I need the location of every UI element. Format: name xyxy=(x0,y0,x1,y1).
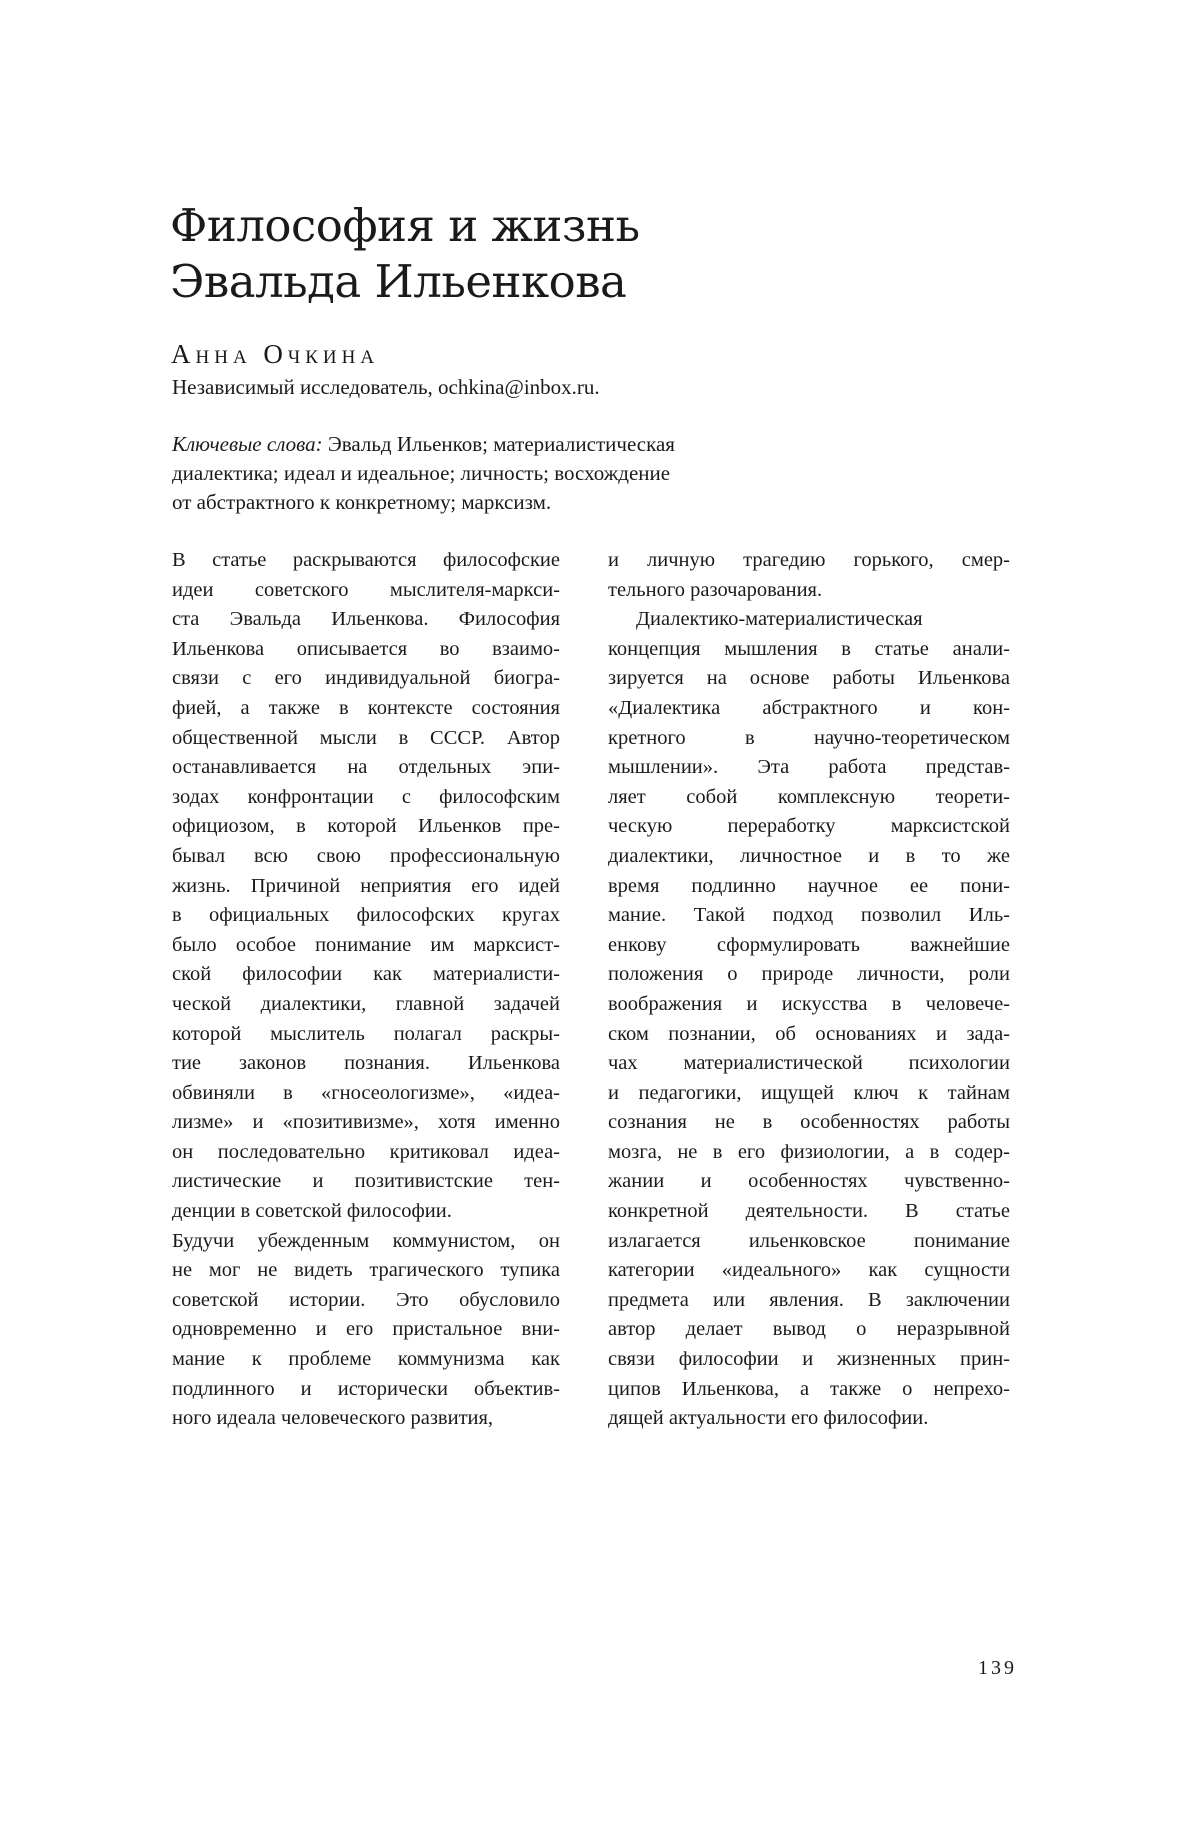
keywords-line: от абстрактного к конкретному; марксизм. xyxy=(172,490,552,514)
abstract-line: останавливается на отдельных эпи- xyxy=(172,756,560,779)
abstract-line: кретного в научно-теоретическом xyxy=(608,726,1010,749)
abstract-line: не мог не видеть трагического тупика xyxy=(172,1259,560,1282)
abstract-line: которой мыслитель полагал раскры- xyxy=(172,1022,560,1045)
abstract-line: мание. Такой подход позволил Иль- xyxy=(608,904,1010,927)
keywords-line: диалектика; идеал и идеальное; личность; восхождение xyxy=(172,461,671,485)
abstract-line: В статье раскрываются философские xyxy=(172,549,560,571)
abstract-line: сознания не в особенностях работы xyxy=(608,1111,1010,1134)
abstract-line: «Диалектика абстрактного и кон- xyxy=(608,696,1010,719)
abstract-line: было особое понимание им марксист- xyxy=(172,933,560,956)
abstract-line: официозом, в которой Ильенков пре- xyxy=(172,815,560,838)
abstract-line: предмета или явления. В заключении xyxy=(608,1288,1010,1311)
abstract-line: зодах конфронтации с философским xyxy=(172,785,560,808)
abstract-line: чах материалистической психологии xyxy=(608,1052,1010,1075)
abstract-right-column xyxy=(608,546,1010,1434)
abstract-line: тие законов познания. Ильенкова xyxy=(172,1052,560,1075)
abstract-line: Будучи убежденным коммунистом, он xyxy=(172,1229,560,1252)
keywords-block xyxy=(172,430,772,517)
abstract-line: ском познании, об основаниях и зада- xyxy=(608,1022,1010,1045)
abstract-line: енкову сформулировать важнейшие xyxy=(608,933,1010,956)
abstract-line: тельного разочарования. xyxy=(608,578,823,601)
abstract-line: идеи советского мыслителя-маркси- xyxy=(172,578,560,601)
abstract-line: излагается ильенковское понимание xyxy=(608,1229,1010,1252)
abstract-line: ципов Ильенкова, а также о непрехо- xyxy=(608,1377,1010,1400)
abstract-line: диалектики, личностное и в то же xyxy=(608,844,1010,867)
article-title-line: Эвальда Ильенкова xyxy=(170,255,627,308)
abstract-line: денции в советской философии. xyxy=(172,1200,452,1223)
abstract-line: ческой диалектики, главной задачей xyxy=(172,992,560,1015)
abstract-line: советской истории. Это обусловило xyxy=(172,1288,560,1311)
abstract-line: фией, а также в контексте состояния xyxy=(172,696,560,719)
abstract-line: бывал всю свою профессиональную xyxy=(172,844,560,867)
page-number: 139 xyxy=(978,1657,1017,1679)
abstract-line: ческую переработку марксистской xyxy=(608,815,1010,838)
abstract-line: мание к проблеме коммунизма как xyxy=(172,1348,560,1371)
keywords-text: Эвальд Ильенков; материалистическая xyxy=(322,432,675,456)
abstract-line: время подлинно научное ее пони- xyxy=(608,874,1010,897)
abstract-line: лизме» и «позитивизме», хотя именно xyxy=(172,1111,560,1134)
abstract-line: жизнь. Причиной неприятия его идей xyxy=(172,874,560,897)
abstract-line: в официальных философских кругах xyxy=(172,904,560,927)
abstract-line: ляет собой комплексную теорети- xyxy=(608,785,1010,808)
abstract-line: подлинного и исторически объектив- xyxy=(172,1377,560,1400)
abstract-line: положения о природе личности, роли xyxy=(608,963,1010,986)
abstract-left-column xyxy=(172,546,560,1434)
abstract-line: автор делает вывод о неразрывной xyxy=(608,1318,1010,1341)
abstract-line: обвиняли в «гносеологизме», «идеа- xyxy=(172,1081,560,1104)
abstract-line: одновременно и его пристальное вни- xyxy=(172,1318,560,1341)
abstract-line: мозга, не в его физиологии, а в содер- xyxy=(608,1140,1010,1163)
abstract-line: ской философии как материалисти- xyxy=(172,963,560,986)
abstract-line: концепция мышления в статье анали- xyxy=(608,637,1010,660)
abstract-line: ного идеала человеческого развития, xyxy=(172,1407,494,1430)
abstract-line: конкретной деятельности. В статье xyxy=(608,1200,1010,1223)
abstract-line: связи философии и жизненных прин- xyxy=(608,1348,1010,1371)
abstract-line: дящей актуальности его философии. xyxy=(608,1407,929,1430)
abstract-line: жании и особенностях чувственно- xyxy=(608,1170,1010,1193)
keywords-line xyxy=(172,430,772,459)
article-title xyxy=(170,198,870,310)
abstract-line: и личную трагедию горького, смер- xyxy=(608,549,1010,571)
abstract-line: ста Эвальда Ильенкова. Философия xyxy=(172,608,560,631)
abstract-line: Ильенкова описывается во взаимо- xyxy=(172,637,560,660)
abstract-line: общественной мысли в СССР. Автор xyxy=(172,726,560,749)
author-name: Анна Очкина xyxy=(171,339,380,369)
abstract-line: зируется на основе работы Ильенкова xyxy=(608,667,1010,690)
abstract-line: категории «идеального» как сущности xyxy=(608,1259,1010,1282)
article-title-line: Философия и жизнь xyxy=(170,199,640,252)
abstract-line: воображения и искусства в человече- xyxy=(608,992,1010,1015)
abstract-line: он последовательно критиковал идеа- xyxy=(172,1140,560,1163)
abstract-line: связи с его индивидуальной биогра- xyxy=(172,667,560,690)
keywords-label: Ключевые слова: xyxy=(172,432,323,456)
abstract-line: мышлении». Эта работа представ- xyxy=(608,756,1010,779)
abstract-line: Диалектико-материалистическая xyxy=(636,608,923,631)
author-affiliation: Независимый исследователь, ochkina@inbox.ru. xyxy=(172,375,600,399)
abstract-line: и педагогики, ищущей ключ к тайнам xyxy=(608,1081,1010,1104)
abstract-line: листические и позитивистские тен- xyxy=(172,1170,560,1193)
